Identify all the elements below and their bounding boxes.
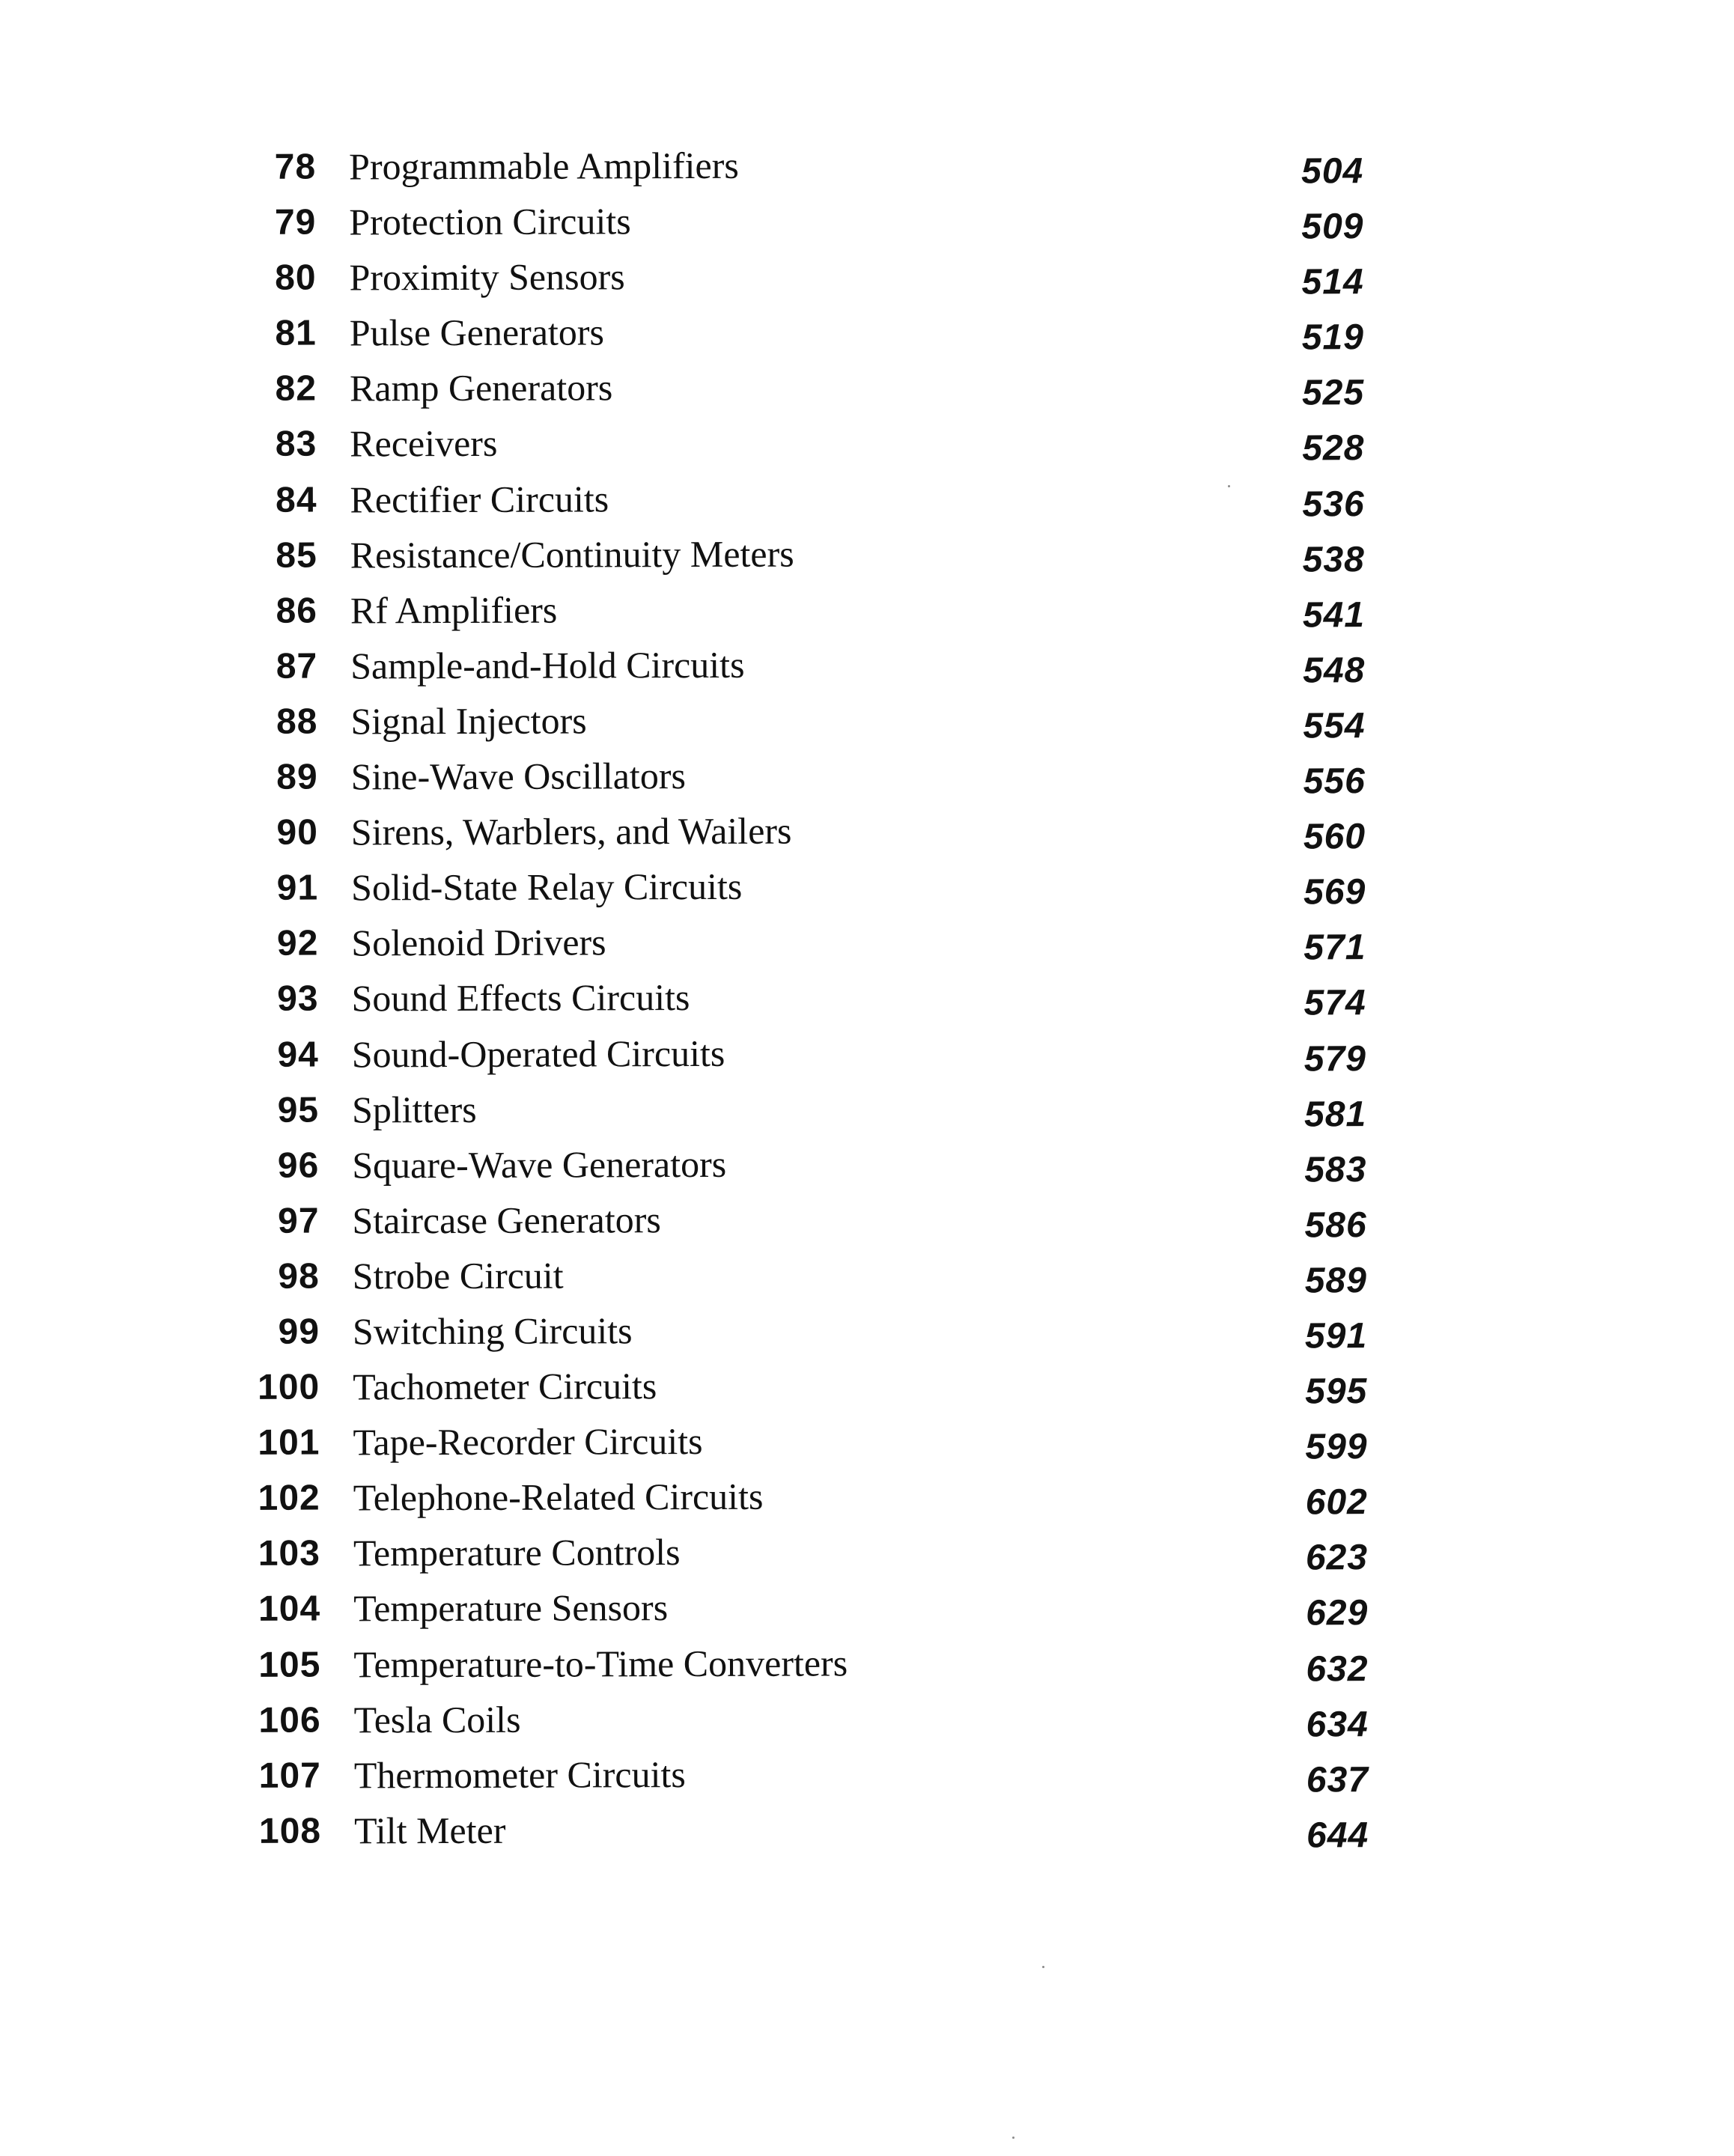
chapter-number: 85 xyxy=(276,535,317,576)
chapter-title: Signal Injectors xyxy=(350,699,587,743)
chapter-title: Solid-State Relay Circuits xyxy=(351,865,743,909)
chapter-number: 91 xyxy=(276,868,319,908)
page-number: 579 xyxy=(1303,1038,1367,1079)
chapter-title: Switching Circuits xyxy=(352,1309,633,1353)
toc-entry xyxy=(222,1529,1390,1589)
chapter-title: Rf Amplifiers xyxy=(350,588,558,632)
toc-entry xyxy=(220,1031,1388,1090)
chapter-title: Splitters xyxy=(351,1088,477,1131)
chapter-number: 105 xyxy=(258,1645,321,1685)
scan-speck xyxy=(1228,485,1230,487)
page-number: 602 xyxy=(1305,1482,1368,1523)
chapter-number: 102 xyxy=(258,1478,320,1519)
page-number: 554 xyxy=(1303,706,1366,746)
chapter-title: Temperature-to-Time Converters xyxy=(353,1641,848,1685)
chapter-number: 104 xyxy=(258,1589,321,1630)
chapter-title: Proximity Sensors xyxy=(349,255,625,299)
chapter-title: Tape-Recorder Circuits xyxy=(353,1420,703,1464)
toc-entry xyxy=(219,808,1387,868)
toc-entry xyxy=(219,975,1387,1034)
toc-entry xyxy=(219,642,1387,701)
chapter-title: Receivers xyxy=(350,422,498,465)
page-number: 538 xyxy=(1302,539,1365,580)
page-number: 519 xyxy=(1301,317,1364,358)
chapter-number: 79 xyxy=(274,202,317,243)
page-number: 595 xyxy=(1305,1371,1368,1412)
chapter-title: Sirens, Warblers, and Wailers xyxy=(350,809,792,853)
toc-entry xyxy=(218,476,1386,535)
page-number: 571 xyxy=(1303,928,1366,968)
toc-entry xyxy=(219,587,1387,646)
chapter-title: Sample-and-Hold Circuits xyxy=(350,643,745,687)
page-number: 541 xyxy=(1302,594,1366,636)
chapter-title: Tachometer Circuits xyxy=(353,1365,657,1408)
toc-entry xyxy=(219,919,1387,978)
chapter-number: 88 xyxy=(276,701,318,742)
chapter-title: Sound Effects Circuits xyxy=(351,976,690,1020)
toc-entry xyxy=(219,698,1387,757)
page-number: 556 xyxy=(1303,761,1366,802)
toc-entry xyxy=(217,254,1385,313)
toc-entry xyxy=(222,1641,1390,1700)
chapter-title: Pulse Generators xyxy=(349,311,605,354)
page-number: 583 xyxy=(1304,1149,1367,1190)
scan-speck xyxy=(1012,2137,1014,2139)
scan-speck xyxy=(1042,1966,1044,1968)
chapter-title: Rectifier Circuits xyxy=(350,477,609,521)
chapter-title: Solenoid Drivers xyxy=(351,921,606,964)
toc-entry xyxy=(219,864,1387,923)
toc-entry xyxy=(221,1252,1389,1312)
page-number: 528 xyxy=(1302,428,1365,469)
toc-entry xyxy=(218,309,1386,368)
page-number: 637 xyxy=(1306,1759,1369,1800)
chapter-number: 86 xyxy=(276,591,318,631)
toc-entry xyxy=(222,1586,1390,1645)
page-number: 574 xyxy=(1303,983,1366,1023)
toc-entry xyxy=(222,1696,1390,1755)
chapter-number: 92 xyxy=(276,923,319,964)
chapter-number: 84 xyxy=(276,480,317,520)
page-number: 591 xyxy=(1304,1316,1368,1356)
chapter-title: Square-Wave Generators xyxy=(352,1142,727,1187)
toc-entry xyxy=(221,1363,1389,1422)
toc-entry xyxy=(219,532,1387,591)
chapter-title: Sound-Operated Circuits xyxy=(351,1032,725,1075)
chapter-title: Protection Circuits xyxy=(349,200,631,243)
chapter-number: 103 xyxy=(258,1533,320,1574)
page-number: 560 xyxy=(1303,817,1366,857)
toc-entry xyxy=(218,421,1386,480)
chapter-title: Telephone-Related Circuits xyxy=(353,1475,764,1519)
chapter-number: 108 xyxy=(258,1811,322,1851)
toc-entry xyxy=(222,1752,1390,1811)
page-number: 509 xyxy=(1301,207,1364,247)
page-number: 586 xyxy=(1304,1205,1367,1246)
toc-list xyxy=(217,143,1390,1866)
chapter-number: 78 xyxy=(274,147,317,187)
toc-entry xyxy=(217,198,1385,258)
page-number: 629 xyxy=(1306,1593,1369,1633)
toc-entry xyxy=(221,1308,1389,1367)
toc-entry xyxy=(219,753,1387,812)
toc-entry xyxy=(217,143,1385,202)
chapter-number: 96 xyxy=(277,1145,320,1186)
chapter-title: Strobe Circuit xyxy=(352,1254,564,1297)
chapter-title: Ramp Generators xyxy=(349,366,613,409)
chapter-number: 89 xyxy=(276,757,318,797)
chapter-title: Thermometer Circuits xyxy=(353,1752,686,1797)
toc-entry xyxy=(218,365,1386,424)
page-number: 569 xyxy=(1303,872,1366,913)
chapter-number: 93 xyxy=(277,978,319,1020)
page-number: 644 xyxy=(1306,1815,1369,1856)
page-number: 514 xyxy=(1301,262,1364,302)
page-number: 599 xyxy=(1305,1427,1368,1467)
chapter-number: 90 xyxy=(276,812,318,853)
toc-entry xyxy=(220,1197,1388,1256)
chapter-number: 83 xyxy=(275,424,317,465)
chapter-number: 101 xyxy=(258,1422,320,1463)
page-number: 581 xyxy=(1303,1094,1367,1135)
chapter-number: 94 xyxy=(277,1035,319,1075)
page-number: 504 xyxy=(1301,151,1364,192)
chapter-title: Temperature Sensors xyxy=(353,1586,669,1630)
chapter-number: 98 xyxy=(278,1256,320,1297)
chapter-title: Staircase Generators xyxy=(352,1198,661,1242)
chapter-number: 95 xyxy=(277,1090,320,1130)
chapter-title: Sine-Wave Oscillators xyxy=(350,755,686,798)
chapter-number: 81 xyxy=(275,313,317,354)
page-number: 589 xyxy=(1304,1261,1367,1301)
page-number: 536 xyxy=(1302,484,1365,525)
chapter-title: Resistance/Continuity Meters xyxy=(350,532,794,576)
page-number: 548 xyxy=(1303,651,1366,691)
page-number: 623 xyxy=(1305,1538,1369,1578)
chapter-number: 97 xyxy=(278,1201,320,1241)
toc-entry xyxy=(220,1086,1388,1145)
page-number: 632 xyxy=(1306,1648,1369,1689)
chapter-title: Tesla Coils xyxy=(353,1698,521,1741)
chapter-number: 80 xyxy=(275,258,317,298)
chapter-title: Tilt Meter xyxy=(353,1809,506,1852)
chapter-number: 100 xyxy=(258,1367,320,1407)
toc-entry xyxy=(220,1142,1388,1201)
chapter-title: Temperature Controls xyxy=(353,1531,681,1574)
chapter-number: 106 xyxy=(258,1700,321,1741)
toc-entry xyxy=(222,1807,1390,1866)
toc-entry xyxy=(221,1419,1389,1478)
chapter-number: 107 xyxy=(258,1755,321,1796)
chapter-number: 99 xyxy=(278,1312,320,1352)
chapter-title: Programmable Amplifiers xyxy=(348,144,739,188)
page-number: 525 xyxy=(1301,373,1365,413)
toc-entry xyxy=(222,1474,1390,1533)
page-number: 634 xyxy=(1306,1704,1369,1745)
chapter-number: 82 xyxy=(275,368,317,409)
chapter-number: 87 xyxy=(276,646,318,686)
